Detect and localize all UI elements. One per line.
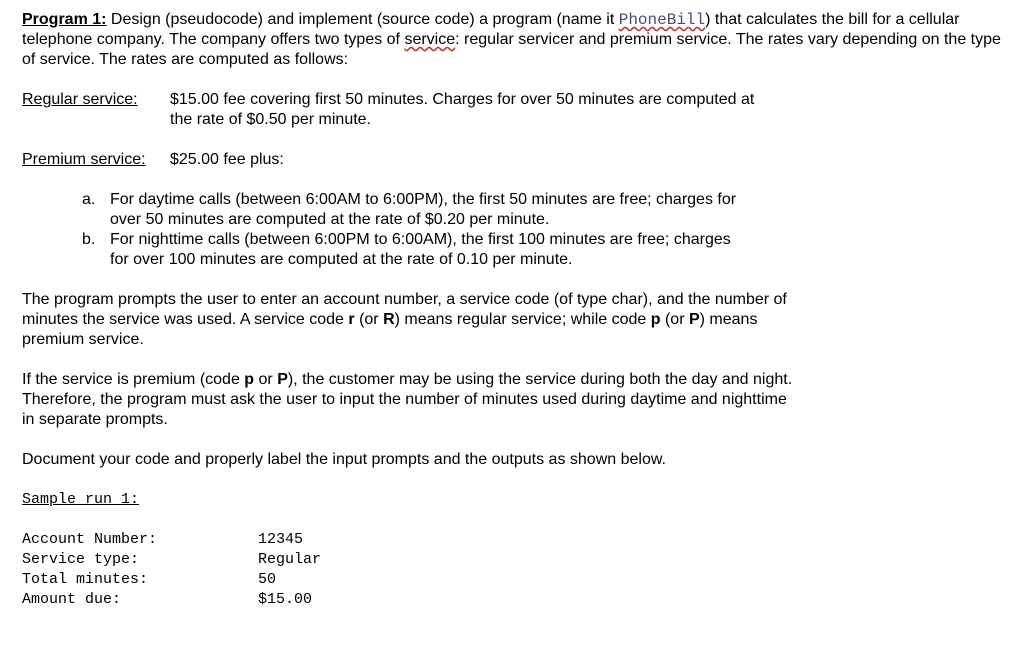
list-marker: a. [82,191,96,208]
prompt-text: ), the customer may be using the service during both the day and night. Therefore, the program must ask the user to input the number of minutes used during daytime and nighttime in separate prompts. [22,371,793,428]
regular-service-text-line1: $15.00 fee covering first 50 minutes. Charges for over 50 minutes are computed at [170,91,755,108]
premium-service-section [22,150,1012,170]
sample-run [22,490,1012,610]
intro-text-mid: ) that calculates the bill for a cellular telephone company. The company offers two types of [22,11,960,48]
intro-service-word: service [404,31,456,48]
prompt-text: (or [354,311,384,328]
prompt-text: (or [660,311,689,328]
documentation-instruction: Document your code and properly label the input prompts and the outputs as shown below. [22,451,666,468]
list-marker: b. [82,231,96,248]
premium-rate-list [22,190,1012,270]
code-p: p [244,371,255,388]
code-P: P [688,311,700,328]
sample-key: Amount due: [22,591,122,608]
program-name: PhoneBill [618,11,706,29]
premium-service-text: $25.00 fee plus: [170,151,284,168]
sample-row [22,550,1012,570]
regular-service-label: Regular service: [22,91,138,108]
list-item [22,190,1012,230]
list-item-line1: For daytime calls (between 6:00AM to 6:00PM), the first 50 minutes are free; charges for [110,191,737,208]
prompt-text: If the service is premium (code [22,371,245,388]
sample-row [22,530,1012,550]
sample-value: 50 [258,571,277,588]
list-item-line2: for over 100 minutes are computed at the rate of 0.10 per minute. [110,251,573,268]
sample-run-title: Sample run 1: [22,491,140,508]
list-item [22,230,1012,270]
intro-text-post: : regular servicer and premium service. The rates vary depending on the type of service. The rates are computed as follows: [22,31,1001,68]
prompt-text: ) means premium service. [22,311,758,348]
code-r: r [348,311,355,328]
list-item-line2: over 50 minutes are computed at the rate of $0.20 per minute. [110,211,550,228]
sample-key: Service type: [22,551,140,568]
prompt-text: The program prompts the user to enter an account number, a service code (of type char), and the number of minutes the service was used. A service code [22,291,787,328]
sample-key: Total minutes: [22,571,149,588]
assignment-document [22,10,1012,610]
sample-row [22,570,1012,590]
sample-value: Regular [258,551,322,568]
code-P: P [277,371,288,388]
code-R: R [383,311,395,328]
intro-text-pre: Design (pseudocode) and implement (source code) a program (name it [106,11,619,28]
program-heading: Program 1: [22,11,107,28]
prompt-text: ) means regular service; while code [394,311,651,328]
sample-value: $15.00 [258,591,313,608]
sample-value: 12345 [258,531,304,548]
list-item-line1: For nighttime calls (between 6:00PM to 6:00AM), the first 100 minutes are free; charges [110,231,731,248]
regular-service-section [22,90,1012,130]
intro-paragraph [22,10,1012,70]
sample-key: Account Number: [22,531,158,548]
premium-service-label: Premium service: [22,151,146,168]
regular-service-text-line2: the rate of $0.50 per minute. [170,111,372,128]
prompt-paragraph-2 [22,370,802,430]
prompt-text: or [254,371,278,388]
sample-row [22,590,1012,610]
prompt-paragraph-1 [22,290,822,350]
code-p: p [650,311,661,328]
